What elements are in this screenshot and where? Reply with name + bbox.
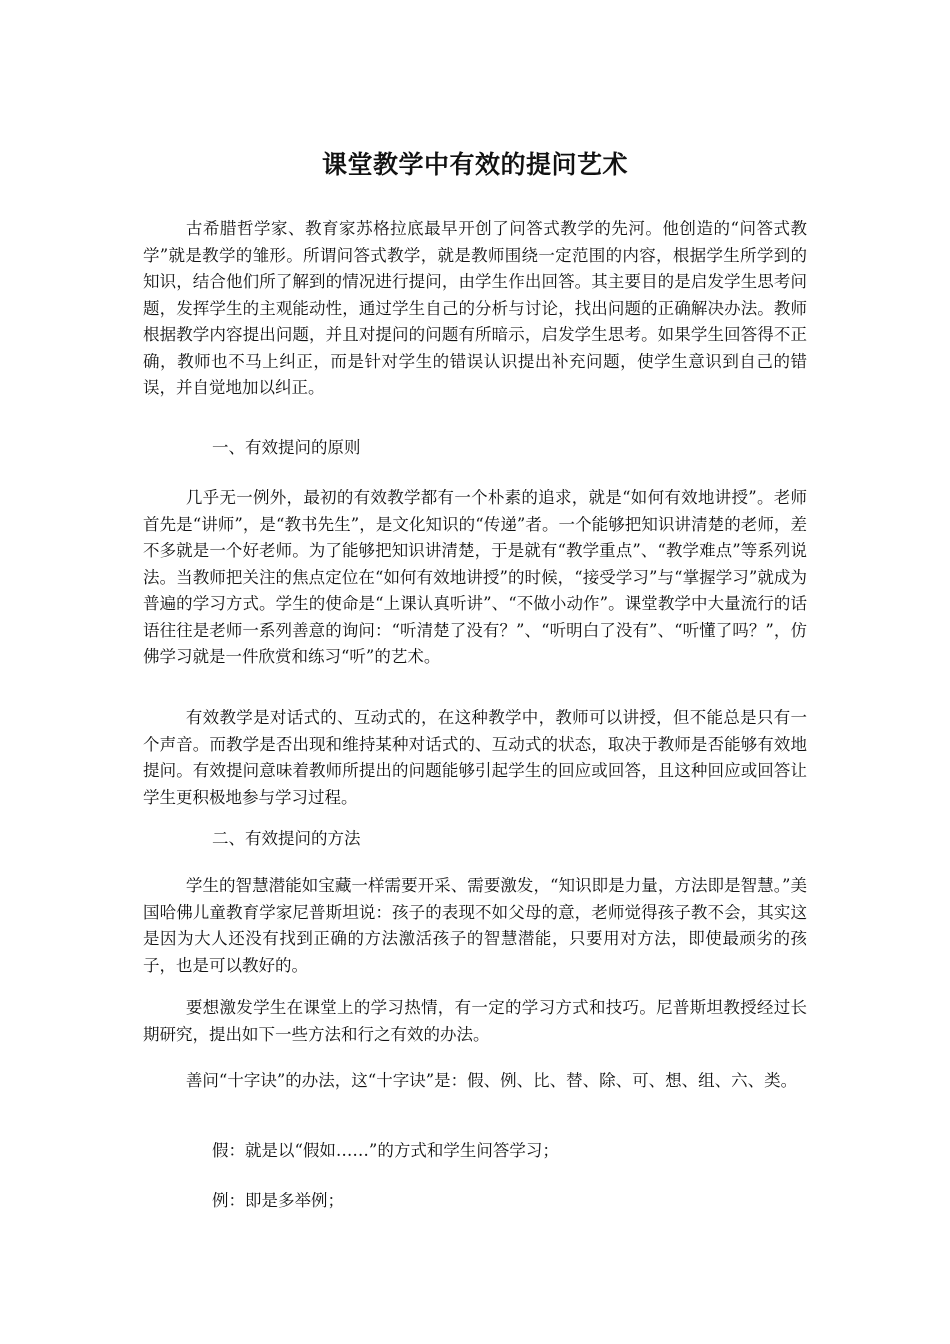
intro-paragraph: 古希腊哲学家、教育家苏格拉底最早开创了问答式教学的先河。他创造的“问答式教学”就是教学的雏形。所谓问答式教学，就是教师围绕一定范围的内容，根据学生所学到的知识，结合他们所了解到的情况进行提问，由学生作出回答。其主要目的是启发学生思考问题，发挥学生的主观能动性，通过学生自己的分析与讨论，找出问题的正确解决办法。教师根据教学内容提出问题，并且对提问的问题有所暗示，启发学生思考。如果学生回答得不正确，教师也不马上纠正，而是针对学生的错误认识提出补充问题，使学生意识到自己的错误，并自觉地加以纠正。 — [143, 219, 807, 397]
section-heading-methods: 二、有效提问的方法 — [212, 829, 361, 848]
principles-paragraph-1: 几乎无一例外，最初的有效教学都有一个朴素的追求，就是“如何有效地讲授”。老师首先是“讲师”，是“教书先生”，是文化知识的“传递”者。一个能够把知识讲清楚的老师，差不多就是一个好老师。为了能够把知识讲清楚，于是就有“教学重点”、“教学难点”等系列说法。当教师把关注的焦点定位在“如何有效地讲授”的时候，“接受学习”与“掌握学习”就成为普遍的学习方式。学生的使命是“上课认真听讲”、“不做小动作”。课堂教学中大量流行的话语往往是老师一系列善意的询问：“听清楚了没有？”、“听明白了没有”、“听懂了吗？”，仿佛学习就是一件欣赏和练习“听”的艺术。 — [143, 488, 807, 666]
document-title: 课堂教学中有效的提问艺术 — [321, 150, 628, 179]
section-heading-principles: 一、有效提问的原则 — [212, 438, 361, 457]
formula-item-jia: 假：就是以“假如……”的方式和学生问答学习； — [212, 1141, 559, 1160]
methods-paragraph-2: 要想激发学生在课堂上的学习热情，有一定的学习方式和技巧。尼普斯坦教授经过长期研究，提出如下一些方法和行之有效的办法。 — [143, 998, 807, 1044]
principles-paragraph-2: 有效教学是对话式的、互动式的，在这种教学中，教师可以讲授，但不能总是只有一个声音。而教学是否出现和维持某种对话式的、互动式的状态，取决于教师是否能够有效地提问。有效提问意味着教师所提出的问题能够引起学生的回应或回答，且这种回应或回答让学生更积极地参与学习过程。 — [143, 708, 807, 807]
methods-paragraph-1: 学生的智慧潜能如宝藏一样需要开采、需要激发，“知识即是力量，方法即是智慧。”美国哈佛儿童教育学家尼普斯坦说：孩子的表现不如父母的意，老师觉得孩子教不会，其实这是因为大人还没有找到正确的方法激活孩子的智慧潜能，只要用对方法，即使最顽劣的孩子，也是可以教好的。 — [143, 876, 807, 975]
formula-item-li: 例：即是多举例； — [212, 1191, 344, 1210]
ten-word-formula-paragraph: 善问“十字诀”的办法，这“十字诀”是：假、例、比、替、除、可、想、组、六、类。 — [185, 1071, 798, 1090]
